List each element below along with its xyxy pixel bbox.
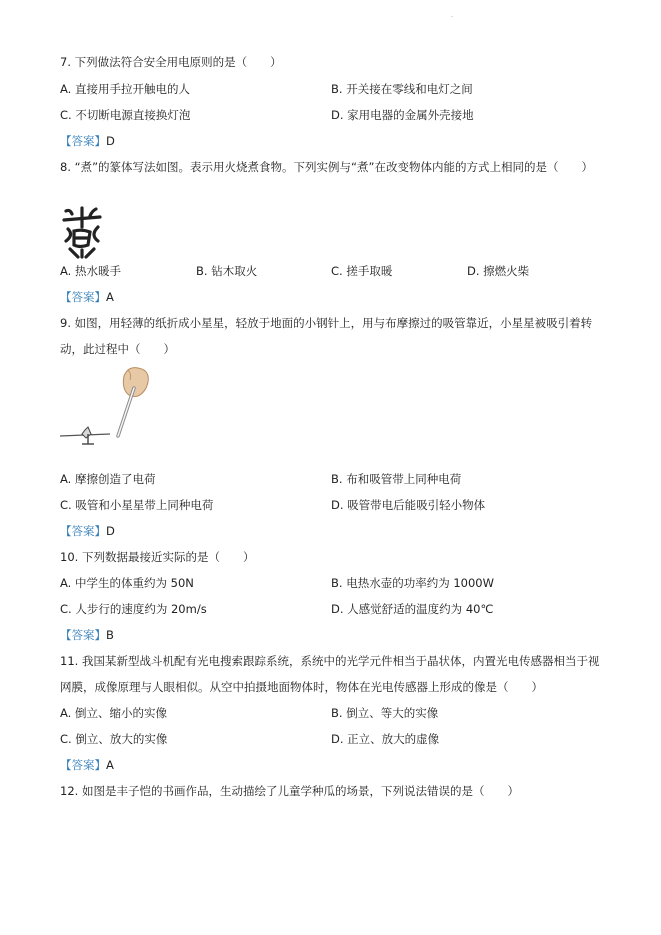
question-8-option-a: A. 热水暖手: [60, 264, 121, 278]
question-8-option-b: B. 钻木取火: [196, 264, 258, 278]
question-7-option-d: D. 家用电器的金属外壳接地: [331, 108, 474, 122]
question-10-option-a: A. 中学生的体重约为 50N: [60, 576, 194, 590]
question-12-stem: 12. 如图是丰子恺的书画作品，生动描绘了儿童学种瓜的场景，下列说法错误的是（ ）: [60, 784, 519, 798]
question-9-stem: 9. 如图，用轻薄的纸折成小星星，轻放于地面的小钢针上，用与布摩擦过的吸管靠近，小星星被吸引着转动，此过程中（ ）: [60, 316, 593, 356]
question-7-answer: [60, 134, 115, 149]
hand-shape: [123, 368, 148, 397]
question-11-stem: 11. 我国某新型战斗机配有光电搜索跟踪系统，系统中的光学元件相当于晶状体，内置光电传感器相当于视网膜，成像原理与人眼相似。从空中拍摄地面物体时，物体在光电传感器上形成的像是（ ）: [60, 654, 600, 694]
question-10-option-b: B. 电热水壶的功率约为 1000W: [331, 576, 494, 590]
answer-tag: 【答案】: [60, 628, 106, 642]
corner-mark: .: [451, 12, 453, 19]
question-11-option-d: D. 正立、放大的虚像: [331, 732, 440, 746]
question-9-option-a: A. 摩擦创造了电荷: [60, 472, 156, 486]
zhu-seal-script-image: [60, 205, 104, 260]
question-11-option-b: B. 倒立、等大的实像: [331, 706, 439, 720]
question-10-answer: [60, 628, 114, 643]
answer-tag: 【答案】: [60, 290, 106, 304]
question-8-option-c: C. 搓手取暖: [331, 264, 393, 278]
question-10-stem: 10. 下列数据最接近实际的是（ ）: [60, 550, 255, 564]
straw-and-star-image: [58, 364, 158, 452]
question-10-option-d: D. 人感觉舒适的温度约为 40℃: [331, 602, 494, 616]
question-9-answer: [60, 524, 115, 539]
question-9-option-d: D. 吸管带电后能吸引轻小物体: [331, 498, 486, 512]
question-7-option-a: A. 直接用手拉开触电的人: [60, 82, 190, 96]
answer-value: B: [106, 628, 114, 642]
question-7-option-c: C. 不切断电源直接换灯泡: [60, 108, 191, 122]
question-8-option-d: D. 擦燃火柴: [467, 264, 530, 278]
question-10-option-c: C. 人步行的速度约为 20m/s: [60, 602, 207, 616]
answer-tag: 【答案】: [60, 134, 106, 148]
question-7-option-b: B. 开关接在零线和电灯之间: [331, 82, 473, 96]
question-9-option-c: C. 吸管和小星星带上同种电荷: [60, 498, 214, 512]
question-8-answer: [60, 290, 114, 305]
answer-value: D: [106, 524, 115, 538]
question-8-stem: 8. “煮”的篆体写法如图。表示用火烧煮食物。下列实例与“煮”在改变物体内能的方式上相同的是（ ）: [60, 160, 593, 174]
question-11-option-c: C. 倒立、放大的实像: [60, 732, 168, 746]
question-9-option-b: B. 布和吸管带上同种电荷: [331, 472, 462, 486]
answer-value: D: [106, 134, 115, 148]
question-11-answer: [60, 758, 114, 773]
answer-value: A: [106, 290, 114, 304]
answer-tag: 【答案】: [60, 758, 106, 772]
answer-tag: 【答案】: [60, 524, 106, 538]
answer-value: A: [106, 758, 114, 772]
paper-star-shape: [82, 427, 91, 438]
question-11-option-a: A. 倒立、缩小的实像: [60, 706, 167, 720]
question-7-stem: 7. 下列做法符合安全用电原则的是（ ）: [60, 55, 282, 69]
